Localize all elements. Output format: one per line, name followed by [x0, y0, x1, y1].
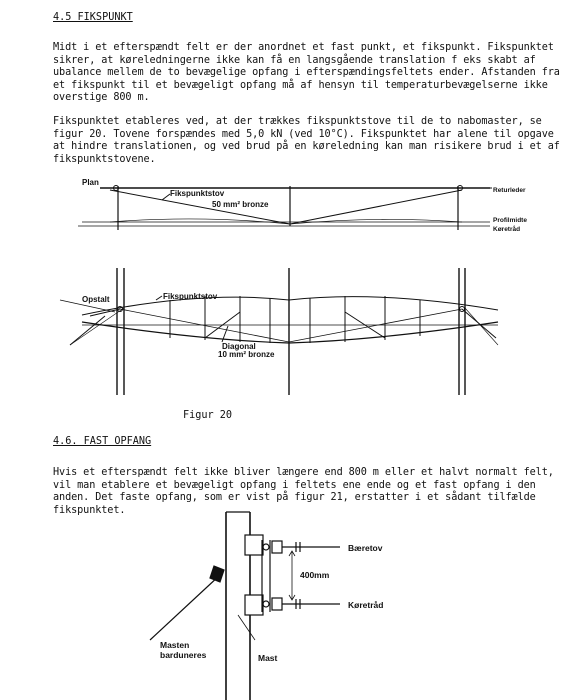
text-line: fikspunktet. [53, 504, 126, 516]
text-line: fikspunktstovene. [53, 153, 156, 165]
label-barduneres: barduneres [160, 650, 207, 660]
text-line: overstige 800 m. [53, 92, 150, 104]
elevation-stay-label: Fikspunktstov [163, 292, 218, 301]
label-profilmidte: Profilmidte [493, 217, 527, 224]
figure-21-diagram [0, 500, 561, 700]
text-line: at hindre translationen, og ved brud på en køreledning kan man risikere brud i et af [53, 141, 560, 153]
text-line: figur 20. Tovene forspændes med 5,0 kN (ved 10°C). Fikspunktet har alene til opgave [53, 128, 554, 140]
figure-20-caption: Figur 20 [183, 410, 233, 421]
text-line: sikrer, at køreledningerne ikke kan få en langsgående translation f eks skabt af [53, 54, 536, 66]
label-returleder: Returleder [493, 187, 526, 194]
plan-title: Plan [82, 178, 99, 187]
text-line: Fikspunktet etableres ved, at der trækkes fikspunktstove til de to nabomaster, se [53, 116, 542, 128]
text-line: vil man etablere et bevægeligt opfang i feltets ene ende og et fast opfang i den [53, 479, 536, 491]
label-baeretov: Bæretov [348, 543, 383, 553]
text-line: anden. Det faste opfang, som er vist på figur 21, erstatter i et sådant tilfælde [53, 492, 536, 504]
elevation-view [60, 268, 498, 395]
plan-stay-spec: 50 mm² bronze [212, 200, 269, 209]
elevation-title: Opstalt [82, 295, 110, 304]
section-heading-fast-opfang: 4.6. FAST OPFANG [53, 436, 152, 447]
elevation-dropper-spec: 10 mm² bronze [218, 350, 275, 359]
elevation-dropper-label: Diagonal [222, 342, 256, 351]
label-masten: Masten [160, 640, 190, 650]
plan-stay-label: Fikspunktstov [170, 189, 225, 198]
plan-view [78, 186, 492, 231]
label-koeretraad-plan: Køretråd [493, 226, 521, 233]
label-mast: Mast [258, 653, 278, 663]
text-line: ubalance mellem de to bevægelige opfang i efterspændingsfeltets ender. Afstanden fra [53, 67, 560, 79]
text-line: Midt i et efterspændt felt er der anordnet et fast punkt, et fikspunkt. Fikspunktet [53, 42, 554, 54]
text-line: Hvis et efterspændt felt ikke bliver længere end 800 m eller et halvt normalt felt, [53, 467, 554, 479]
label-spacing-400mm: 400mm [300, 570, 330, 580]
label-koeretraad: Køretråd [348, 600, 384, 610]
text-line: et fikspunkt til et bevægeligt opfang må af hensyn til temperaturbevægelserne ikke [53, 79, 548, 91]
section-heading-fikspunkt: 4.5 FIKSPUNKT [53, 12, 133, 23]
